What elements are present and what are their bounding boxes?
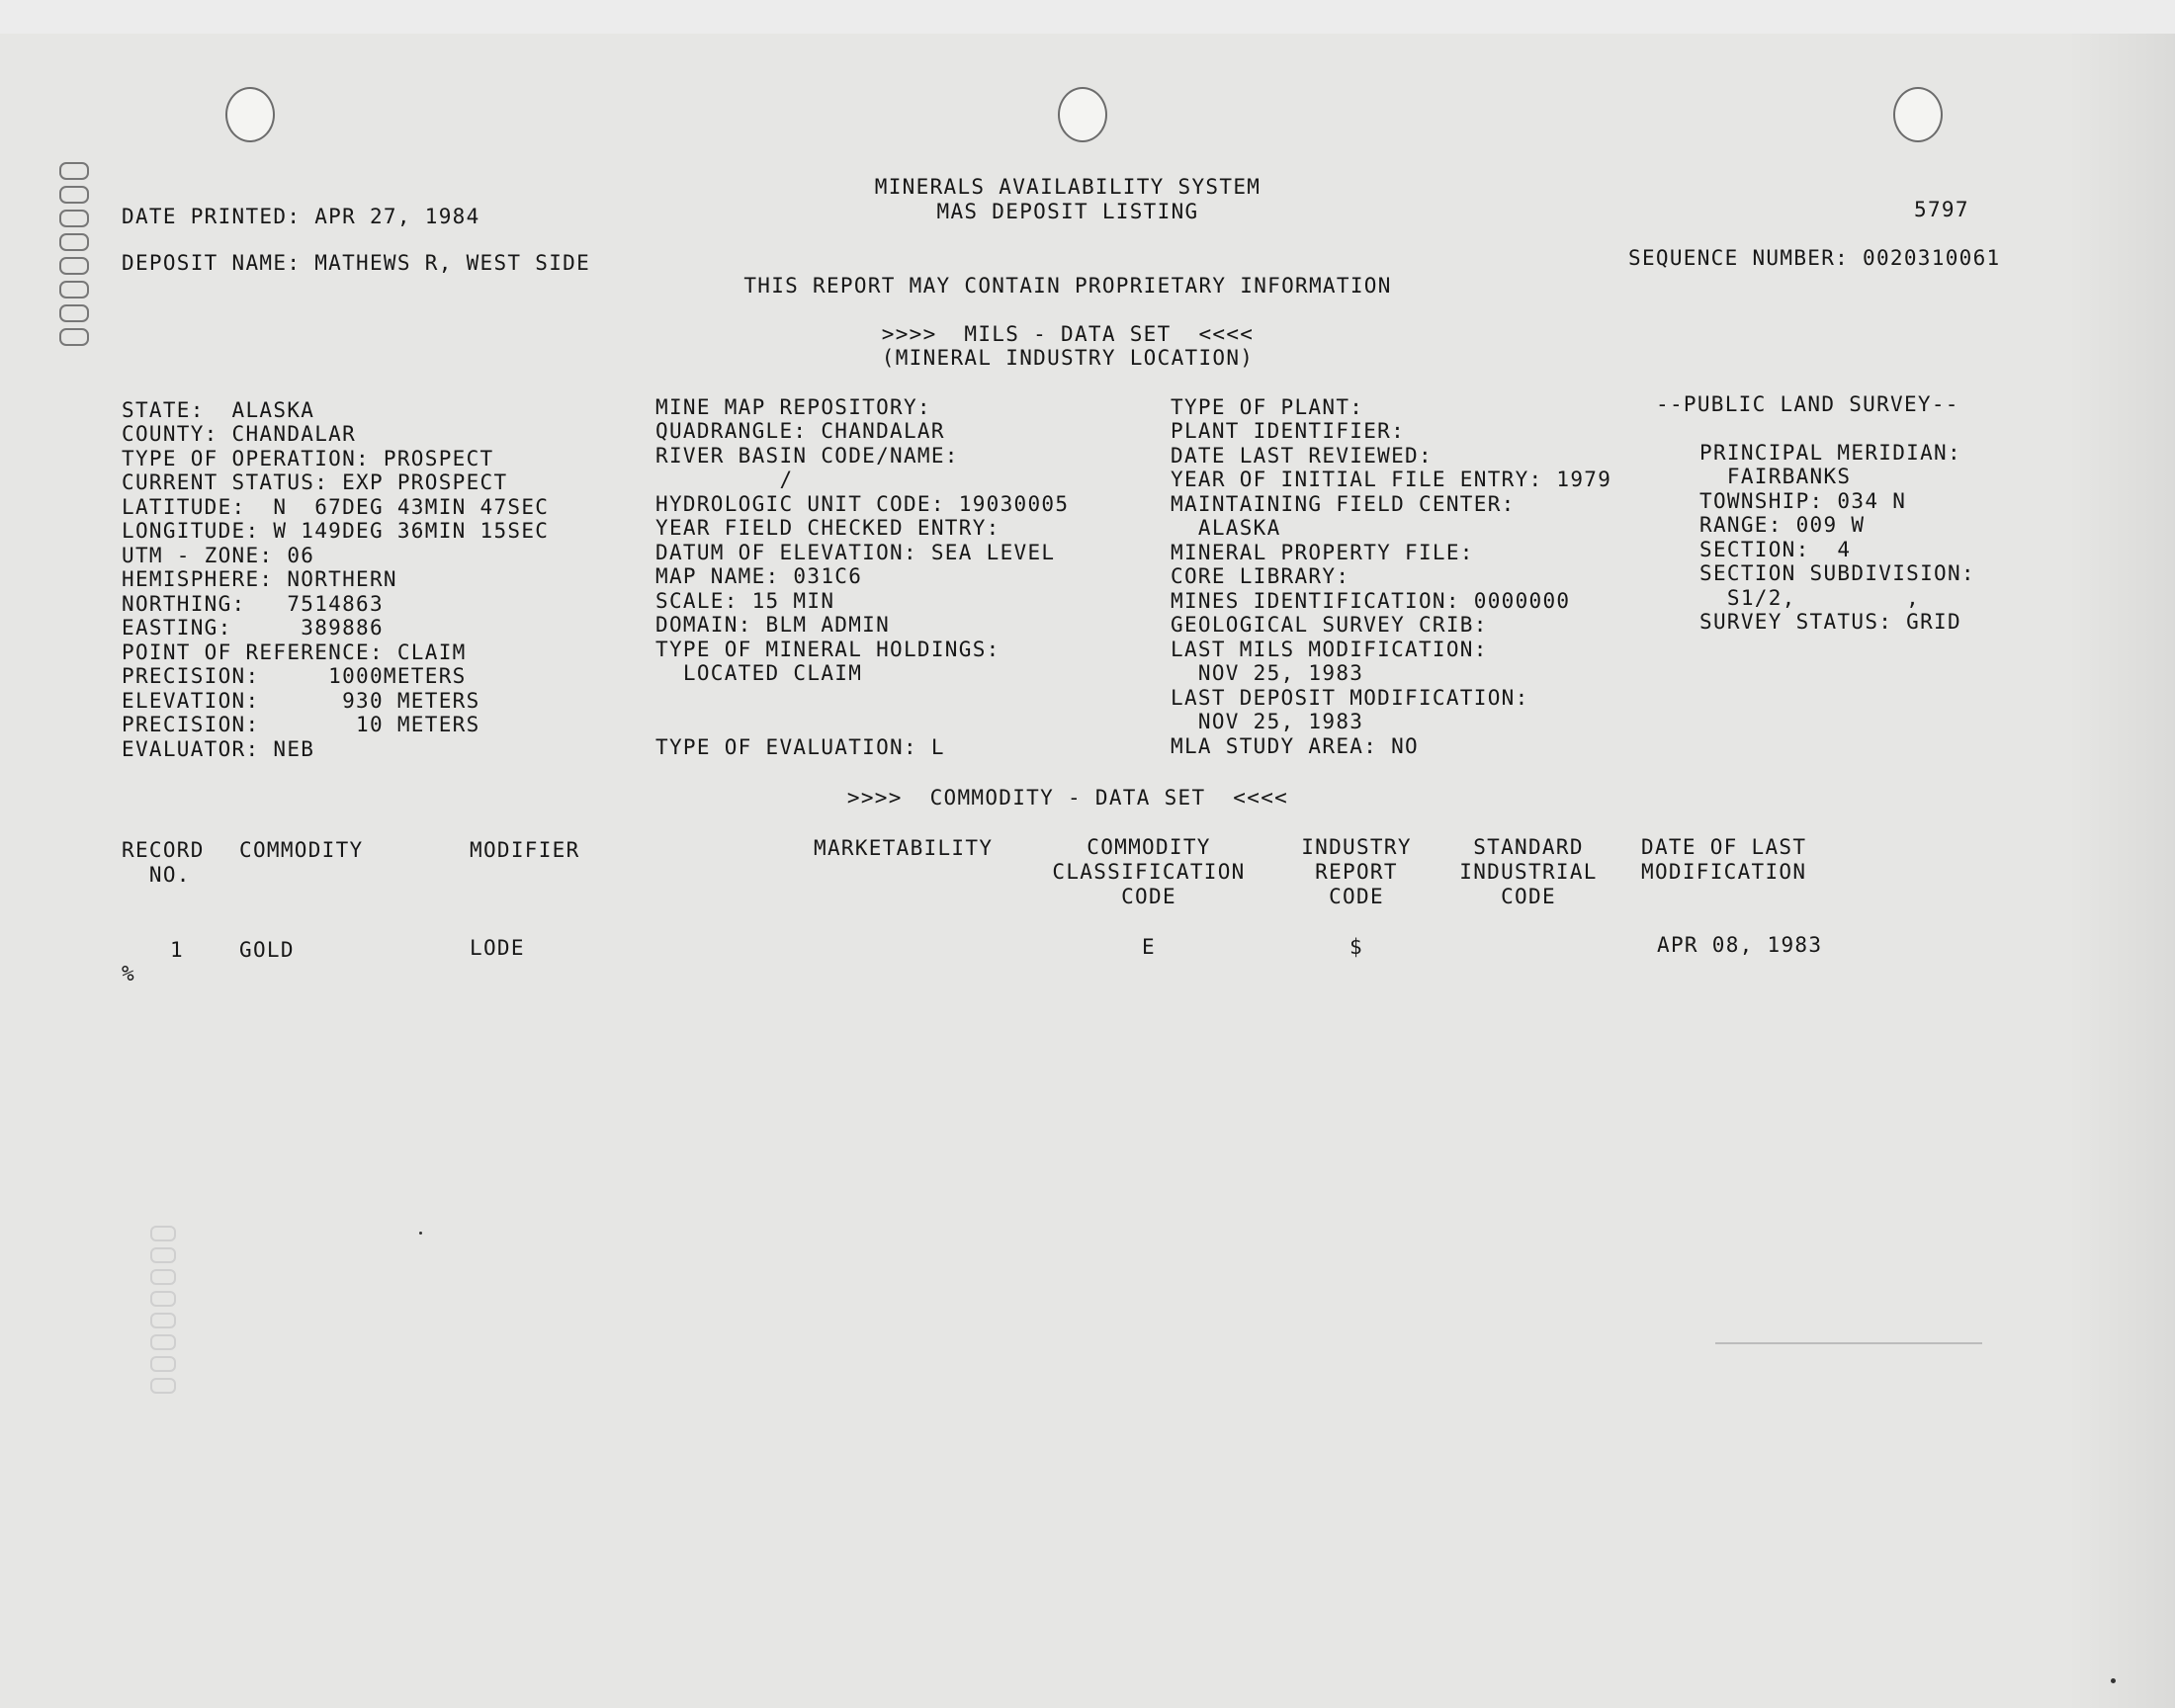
plant-info-line: MINERAL PROPERTY FILE: <box>1171 541 1474 564</box>
show-through-mark <box>150 1356 176 1372</box>
dust-speck <box>419 1232 422 1235</box>
commodity-name: GOLD <box>239 938 295 962</box>
mine-info-line: / <box>655 468 794 491</box>
modifier-value: LODE <box>470 936 525 960</box>
sprocket-mark <box>59 281 89 299</box>
column-header-industry: INDUSTRY REPORT CODE <box>1301 835 1412 908</box>
location-line: ELEVATION: 930 METERS <box>122 689 480 713</box>
show-through-mark <box>150 1291 176 1307</box>
plant-info-line: PLANT IDENTIFIER: <box>1171 419 1406 443</box>
location-line: COUNTY: CHANDALAR <box>122 422 357 446</box>
land-survey-line: TOWNSHIP: 034 N <box>1699 489 1907 513</box>
mine-info-line: TYPE OF MINERAL HOLDINGS: <box>655 638 1000 661</box>
plant-info-line: GEOLOGICAL SURVEY CRIB: <box>1171 613 1488 637</box>
land-survey-line: RANGE: 009 W <box>1699 513 1866 537</box>
mine-info-line: MINE MAP REPOSITORY: <box>655 395 931 419</box>
page-number: 5797 <box>1914 198 1969 221</box>
plant-info-line: TYPE OF PLANT: <box>1171 395 1364 419</box>
binder-hole-right <box>1893 87 1943 142</box>
column-header-marketability: MARKETABILITY <box>814 836 994 860</box>
industry-report-code: $ <box>1349 935 1363 959</box>
location-line: LATITUDE: N 67DEG 43MIN 47SEC <box>122 495 550 519</box>
location-line: NORTHING: 7514863 <box>122 592 384 616</box>
show-through-mark <box>150 1334 176 1350</box>
show-through-mark <box>150 1226 176 1241</box>
dust-speck <box>2111 1678 2116 1683</box>
column-header-modifier: MODIFIER <box>470 838 580 862</box>
footer-mark: % <box>122 962 135 985</box>
sprocket-mark <box>59 210 89 227</box>
column-header-classification: COMMODITY CLASSIFICATION CODE <box>1052 835 1246 908</box>
page-edge-shadow <box>2066 34 2175 1708</box>
date-of-last-modification: APR 08, 1983 <box>1657 933 1823 957</box>
printout-page <box>0 34 2175 1708</box>
location-line: LONGITUDE: W 149DEG 36MIN 15SEC <box>122 519 550 543</box>
land-survey-line: FAIRBANKS <box>1699 465 1852 488</box>
mine-info-line: SCALE: 15 MIN <box>655 589 835 613</box>
land-survey-line: S1/2, , <box>1699 586 1921 610</box>
plant-info-line: ALASKA <box>1171 516 1281 540</box>
show-through-line <box>1715 1342 1982 1344</box>
plant-info-line: LAST DEPOSIT MODIFICATION: <box>1171 686 1529 710</box>
land-survey-heading: --PUBLIC LAND SURVEY-- <box>1656 392 1959 416</box>
location-line: STATE: ALASKA <box>122 398 315 422</box>
mine-info-line: HYDROLOGIC UNIT CODE: 19030005 <box>655 492 1070 516</box>
show-through-mark <box>150 1378 176 1394</box>
proprietary-notice: THIS REPORT MAY CONTAIN PROPRIETARY INFORMATION <box>743 274 1392 298</box>
land-survey-line: SURVEY STATUS: GRID <box>1699 610 1961 634</box>
mils-subheading: (MINERAL INDUSTRY LOCATION) <box>881 346 1255 370</box>
sequence-number: SEQUENCE NUMBER: 0020310061 <box>1628 246 2001 270</box>
classification-code: E <box>1142 935 1156 959</box>
mine-info-line: YEAR FIELD CHECKED ENTRY: <box>655 516 1000 540</box>
location-line: TYPE OF OPERATION: PROSPECT <box>122 447 494 470</box>
column-header-record: RECORD NO. <box>122 838 205 887</box>
plant-info-line: MLA STUDY AREA: NO <box>1171 734 1419 758</box>
listing-title: MAS DEPOSIT LISTING <box>936 200 1199 223</box>
plant-info-line: MINES IDENTIFICATION: 0000000 <box>1171 589 1571 613</box>
plant-info-line: DATE LAST REVIEWED: <box>1171 444 1433 468</box>
binder-hole-left <box>225 87 275 142</box>
commodity-heading: >>>> COMMODITY - DATA SET <<<< <box>846 786 1289 810</box>
deposit-name: DEPOSIT NAME: MATHEWS R, WEST SIDE <box>122 251 591 275</box>
location-line: UTM - ZONE: 06 <box>122 544 315 567</box>
type-of-evaluation: TYPE OF EVALUATION: L <box>655 735 945 759</box>
mine-info-line: RIVER BASIN CODE/NAME: <box>655 444 959 468</box>
date-printed: DATE PRINTED: APR 27, 1984 <box>122 205 480 228</box>
sprocket-mark <box>59 233 89 251</box>
location-line: PRECISION: 10 METERS <box>122 713 480 736</box>
mine-info-line: DATUM OF ELEVATION: SEA LEVEL <box>655 541 1056 564</box>
location-line: POINT OF REFERENCE: CLAIM <box>122 640 467 664</box>
show-through-mark <box>150 1269 176 1285</box>
plant-info-line: NOV 25, 1983 <box>1171 710 1364 733</box>
sprocket-mark <box>59 186 89 204</box>
mine-info-line: MAP NAME: 031C6 <box>655 564 863 588</box>
sprocket-mark <box>59 328 89 346</box>
column-header-sic: STANDARD INDUSTRIAL CODE <box>1459 835 1598 908</box>
sprocket-mark <box>59 304 89 322</box>
plant-info-line: CORE LIBRARY: <box>1171 564 1350 588</box>
show-through-mark <box>150 1247 176 1263</box>
plant-info-line: NOV 25, 1983 <box>1171 661 1364 685</box>
mine-info-line: DOMAIN: BLM ADMIN <box>655 613 891 637</box>
plant-info-line: LAST MILS MODIFICATION: <box>1171 638 1488 661</box>
column-header-commodity: COMMODITY <box>239 838 364 862</box>
record-number: 1 <box>170 938 184 962</box>
location-line: CURRENT STATUS: EXP PROSPECT <box>122 470 508 494</box>
plant-info-line: YEAR OF INITIAL FILE ENTRY: 1979 <box>1171 468 1612 491</box>
sprocket-mark <box>59 257 89 275</box>
binder-hole-center <box>1058 87 1107 142</box>
plant-info-line: MAINTAINING FIELD CENTER: <box>1171 492 1516 516</box>
sprocket-mark <box>59 162 89 180</box>
location-line: EVALUATOR: NEB <box>122 737 315 761</box>
location-line: HEMISPHERE: NORTHERN <box>122 567 397 591</box>
location-line: EASTING: 389886 <box>122 616 384 640</box>
column-header-date: DATE OF LAST MODIFICATION <box>1641 835 1807 884</box>
land-survey-line: PRINCIPAL MERIDIAN: <box>1699 441 1961 465</box>
mils-heading: >>>> MILS - DATA SET <<<< <box>881 322 1255 346</box>
system-title: MINERALS AVAILABILITY SYSTEM <box>874 175 1262 199</box>
land-survey-line: SECTION: 4 <box>1699 538 1852 561</box>
mine-info-line: QUADRANGLE: CHANDALAR <box>655 419 945 443</box>
mine-info-line: LOCATED CLAIM <box>655 661 863 685</box>
show-through-mark <box>150 1313 176 1328</box>
location-line: PRECISION: 1000METERS <box>122 664 467 688</box>
land-survey-line: SECTION SUBDIVISION: <box>1699 561 1975 585</box>
